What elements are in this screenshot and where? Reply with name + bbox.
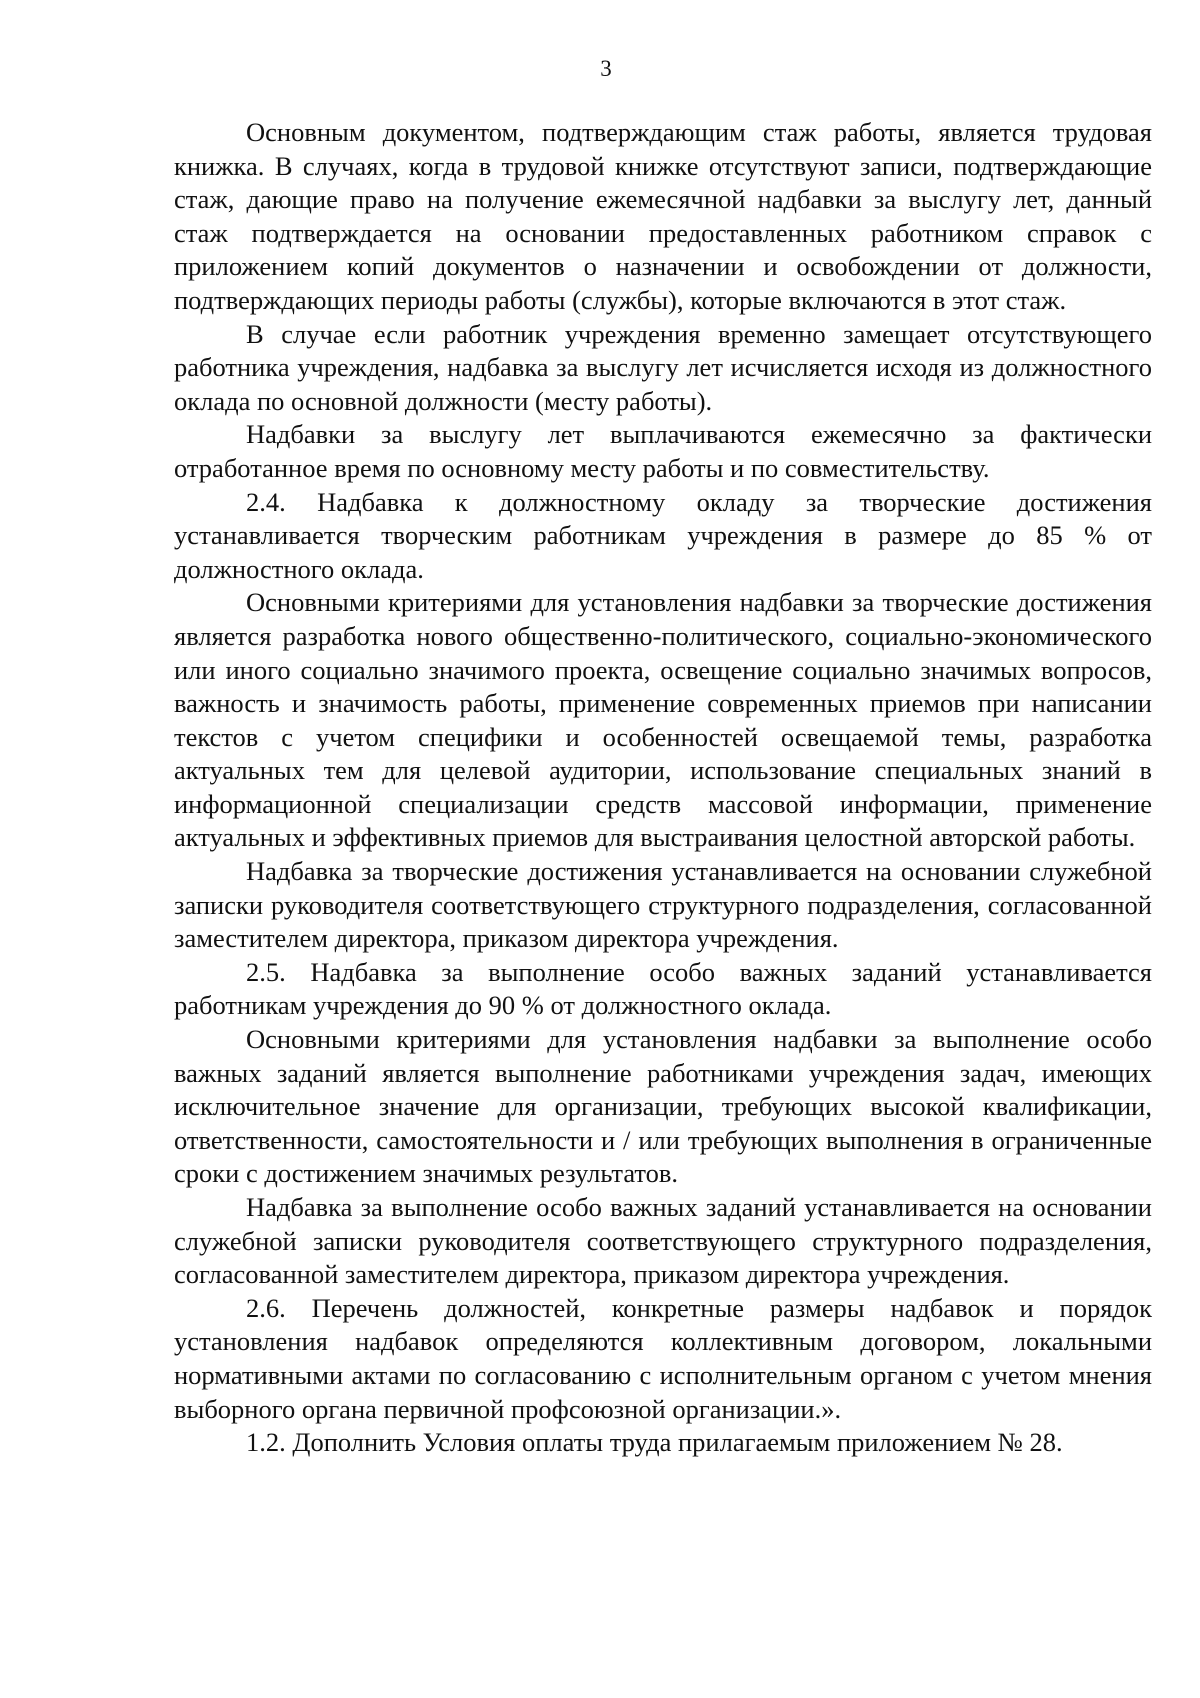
paragraph-2-6-list-of-positions: 2.6. Перечень должностей, конкретные размеры надбавок и порядок установления надбавок определяются коллективным договором, локальными нормативными актами по согласованию с исполнительным органом с учетом мнения выборного органа первичной профсоюзной организации.». [174, 1292, 1152, 1424]
paragraph-temporary-replacement: В случае если работник учреждения временно замещает отсутствующего работника учреждения, надбавка за выслугу лет исчисляется исходя из должностного оклада по основной должности (месту работы). [174, 318, 1152, 416]
paragraph-1-2-appendix: 1.2. Дополнить Условия оплаты труда прилагаемым приложением № 28. [246, 1427, 1063, 1458]
document-body [174, 116, 1152, 1460]
page-number: 3 [600, 56, 612, 81]
paragraph-creative-criteria: Основными критериями для установления надбавки за творческие достижения является разработка нового общественно-политического, социально-экономического или иного социально значимого проекта, освещение социально значимых вопросов, важность и значимость работы, применение современных приемов при написании текстов с учетом специфики и особенностей освещаемой темы, разработка актуальных тем для целевой аудитории, использование специальных знаний в информационной специализации средств массовой информации, применение актуальных и эффективных приемов для выстраивания целостной авторской работы. [174, 587, 1152, 853]
paragraph-2-4-creative-bonus: 2.4. Надбавка к должностному окладу за творческие достижения устанавливается творческим работникам учреждения в размере до 85 % от должностного оклада. [174, 486, 1152, 584]
paragraph-important-tasks-basis: Надбавка за выполнение особо важных заданий устанавливается на основании служебной записки руководителя соответствующего структурного подразделения, согласованной заместителем директора, приказом директора учреждения. [174, 1192, 1152, 1290]
paragraph-2-5-important-tasks: 2.5. Надбавка за выполнение особо важных заданий устанавливается работникам учреждения до 90 % от должностного оклада. [174, 956, 1152, 1021]
paragraph-important-tasks-criteria: Основными критериями для установления надбавки за выполнение особо важных заданий является выполнение работниками учреждения задач, имеющих исключительное значение для организации, требующих высокой квалификации, ответственности, самостоятельности и / или требующих выполнения в ограниченные сроки с достижением значимых результатов. [174, 1024, 1152, 1189]
paragraph-monthly-payment: Надбавки за выслугу лет выплачиваются ежемесячно за фактически отработанное время по основному месту работы и по совместительству. [174, 419, 1152, 483]
paragraph-creative-basis: Надбавка за творческие достижения устанавливается на основании служебной записки руководителя соответствующего структурного подразделения, согласованной заместителем директора, приказом директора учреждения. [174, 856, 1152, 954]
paragraph-work-record-book: Основным документом, подтверждающим стаж работы, является трудовая книжка. В случаях, когда в трудовой книжке отсутствуют записи, подтверждающие стаж, дающие право на получение ежемесячной надбавки за выслугу лет, данный стаж подтверждается на основании предоставленных работником справок с приложением копий документов о назначении и освобождении от должности, подтверждающих периоды работы (службы), которые включаются в этот стаж. [174, 117, 1152, 315]
